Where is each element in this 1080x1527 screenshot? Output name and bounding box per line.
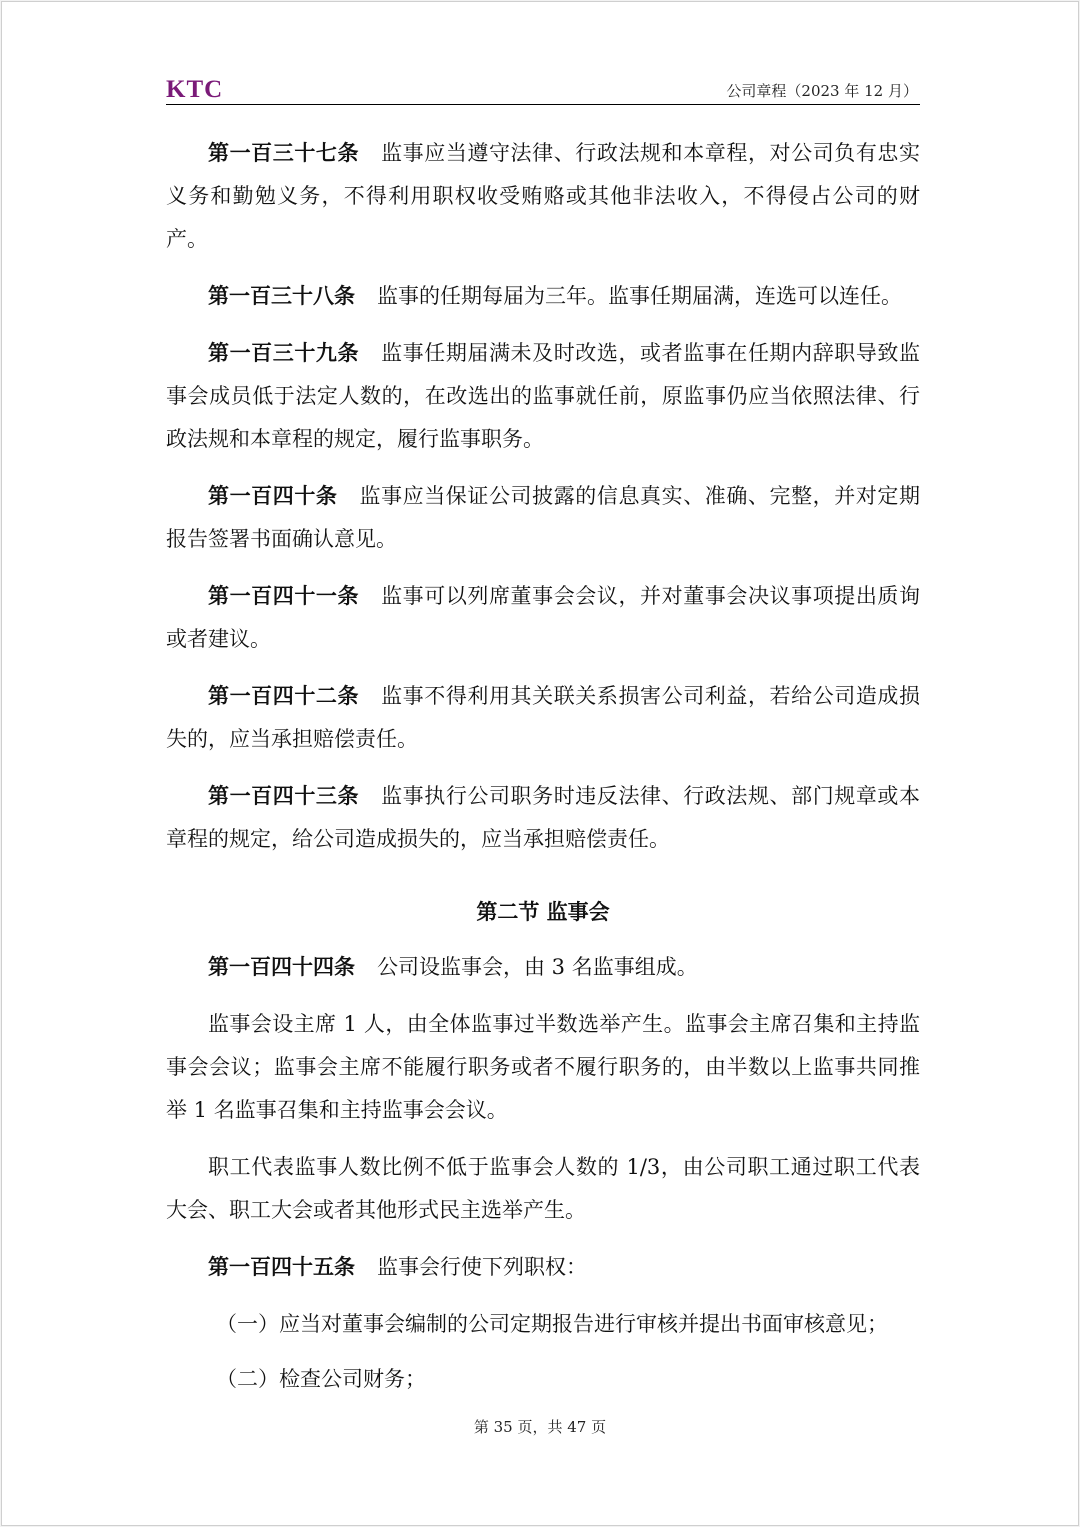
article-paragraph	[166, 275, 920, 318]
page-header	[166, 74, 920, 105]
article-text: 监事会行使下列职权：	[377, 1255, 587, 1279]
article-text: 监事应当保证公司披露的信息真实、准确、完整，并对定期报告签署书面确认意见。	[166, 484, 920, 551]
article-number: 第一百三十九条	[208, 341, 360, 365]
article-number: 第一百三十八条	[208, 284, 355, 308]
page-footer: 第 35 页，共 47 页	[473, 1418, 607, 1436]
article-text: 监事可以列席董事会会议，并对董事会决议事项提出质询或者建议。	[166, 584, 921, 651]
paragraph-text: 职工代表监事人数比例不低于监事会人数的 1/3，由公司职工通过职工代表大会、职工大会或者其他形式民主选举产生。	[166, 1155, 920, 1222]
article-paragraph	[166, 775, 920, 861]
list-item: （一）应当对董事会编制的公司定期报告进行审核并提出书面审核意见；	[216, 1312, 888, 1336]
company-logo: KTC	[166, 76, 224, 103]
article-paragraph	[166, 1246, 920, 1289]
article-text: 监事应当遵守法律、行政法规和本章程，对公司负有忠实义务和勤勉义务，不得利用职权收受贿赂或其他非法收入，不得侵占公司的财产。	[166, 141, 921, 251]
article-number: 第一百四十三条	[208, 784, 360, 808]
article-paragraph	[166, 332, 920, 461]
article-text: 监事的任期每届为三年。监事任期届满，连选可以连任。	[377, 284, 902, 308]
document-body	[166, 132, 920, 1413]
article-paragraph	[166, 946, 920, 989]
body-paragraph	[166, 1003, 920, 1132]
article-number: 第一百四十四条	[208, 955, 355, 979]
article-text: 公司设监事会，由 3 名监事组成。	[377, 955, 698, 979]
article-number: 第一百四十五条	[208, 1255, 355, 1279]
list-item: （二）检查公司财务；	[216, 1367, 426, 1391]
article-paragraph	[166, 575, 920, 661]
article-paragraph	[166, 675, 920, 761]
article-text: 监事执行公司职务时违反法律、行政法规、部门规章或本章程的规定，给公司造成损失的，应当承担赔偿责任。	[166, 784, 921, 851]
article-number: 第一百四十二条	[208, 684, 360, 708]
document-page	[1, 1, 1079, 1526]
article-text: 监事任期届满未及时改选，或者监事在任期内辞职导致监事会成员低于法定人数的，在改选出的监事就任前，原监事仍应当依照法律、行政法规和本章程的规定，履行监事职务。	[166, 341, 921, 451]
article-text: 监事不得利用其关联关系损害公司利益，若给公司造成损失的，应当承担赔偿责任。	[166, 684, 921, 751]
paragraph-text: 监事会设主席 1 人，由全体监事过半数选举产生。监事会主席召集和主持监事会会议；监事会主席不能履行职务或者不履行职务的，由半数以上监事共同推举 1 名监事召集和主持监事会会议。	[166, 1012, 920, 1122]
article-paragraph	[166, 475, 920, 561]
article-paragraph	[166, 132, 920, 261]
body-paragraph	[166, 1146, 920, 1232]
document-title: 公司章程（2023 年 12 月）	[726, 82, 918, 100]
article-number: 第一百三十七条	[208, 141, 360, 165]
article-number: 第一百四十一条	[208, 584, 360, 608]
section-heading: 第二节 监事会	[476, 900, 610, 924]
article-number: 第一百四十条	[208, 484, 338, 508]
